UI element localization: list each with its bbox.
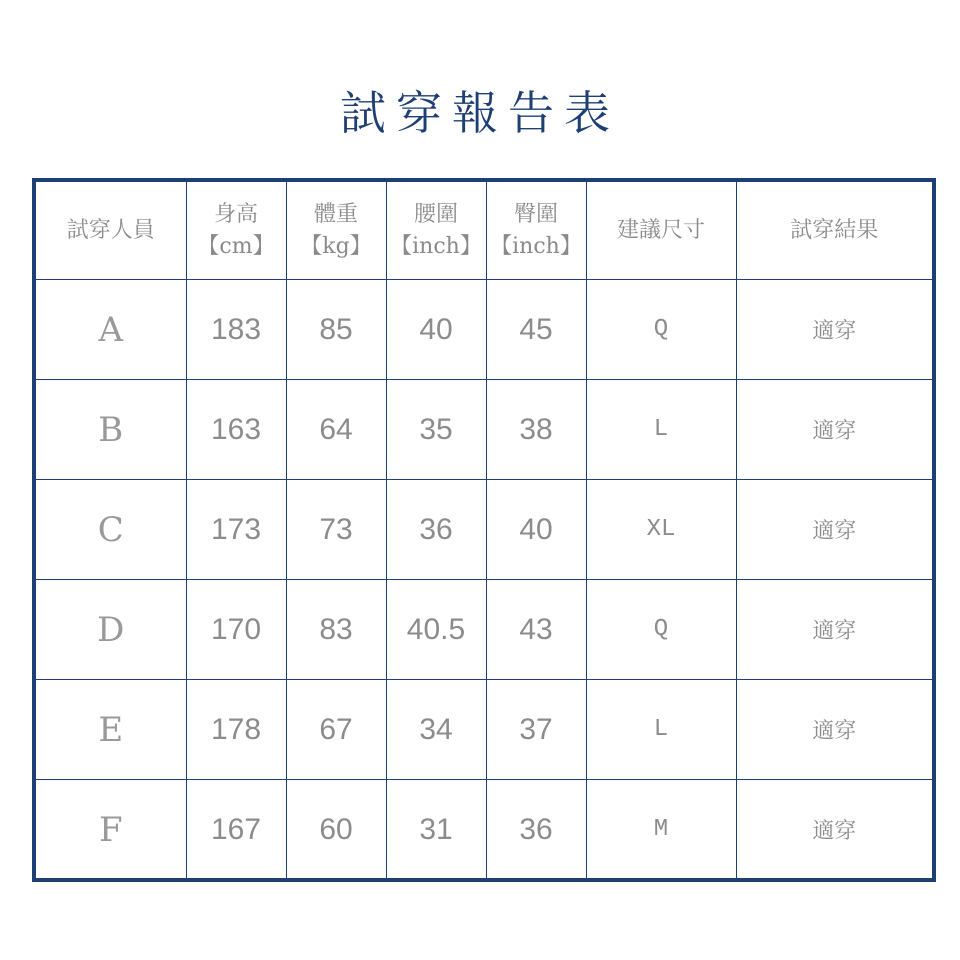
header-unit: 【inch】 xyxy=(390,233,482,259)
cell-height: 170 xyxy=(186,580,286,680)
header-height xyxy=(186,182,286,280)
header-waist xyxy=(386,182,486,280)
cell-result: 適穿 xyxy=(736,280,932,380)
cell-height: 167 xyxy=(186,780,286,880)
cell-tester: D xyxy=(36,580,186,680)
table-header-row xyxy=(36,182,932,280)
page-title: 試穿報告表 xyxy=(340,86,620,140)
header-label: 體重 xyxy=(313,201,358,227)
fitting-report-table xyxy=(36,182,932,879)
header-label: 試穿結果 xyxy=(790,217,879,243)
cell-weight: 60 xyxy=(286,780,386,880)
cell-size: L xyxy=(586,380,736,480)
cell-waist: 40.5 xyxy=(386,580,486,680)
header-label: 腰圍 xyxy=(413,201,458,227)
cell-result: 適穿 xyxy=(736,380,932,480)
cell-size: Q xyxy=(586,280,736,380)
header-tester xyxy=(36,182,186,280)
table-row xyxy=(36,480,932,580)
table-row xyxy=(36,280,932,380)
cell-weight: 83 xyxy=(286,580,386,680)
cell-tester: F xyxy=(36,780,186,880)
table-row xyxy=(36,680,932,780)
cell-weight: 67 xyxy=(286,680,386,780)
header-label: 建議尺寸 xyxy=(616,217,705,243)
cell-tester: C xyxy=(36,480,186,580)
cell-height: 173 xyxy=(186,480,286,580)
header-unit: 【kg】 xyxy=(300,233,372,259)
cell-waist: 34 xyxy=(386,680,486,780)
cell-hip: 38 xyxy=(486,380,586,480)
header-unit: 【cm】 xyxy=(197,233,275,259)
cell-size: L xyxy=(586,680,736,780)
header-label: 臀圍 xyxy=(513,201,558,227)
table-row xyxy=(36,380,932,480)
header-hip xyxy=(486,182,586,280)
cell-tester: A xyxy=(36,280,186,380)
table-row xyxy=(36,780,932,880)
header-label: 身高 xyxy=(213,201,258,227)
cell-height: 183 xyxy=(186,280,286,380)
cell-waist: 36 xyxy=(386,480,486,580)
cell-tester: E xyxy=(36,680,186,780)
cell-size: Q xyxy=(586,580,736,680)
cell-result: 適穿 xyxy=(736,580,932,680)
header-result xyxy=(736,182,932,280)
cell-size: XL xyxy=(586,480,736,580)
cell-weight: 85 xyxy=(286,280,386,380)
cell-hip: 45 xyxy=(486,280,586,380)
cell-waist: 40 xyxy=(386,280,486,380)
cell-hip: 40 xyxy=(486,480,586,580)
header-label: 試穿人員 xyxy=(66,217,155,243)
header-unit: 【inch】 xyxy=(490,233,582,259)
table-row xyxy=(36,580,932,680)
cell-size: M xyxy=(586,780,736,880)
cell-hip: 37 xyxy=(486,680,586,780)
header-size xyxy=(586,182,736,280)
cell-result: 適穿 xyxy=(736,780,932,880)
cell-hip: 43 xyxy=(486,580,586,680)
cell-waist: 35 xyxy=(386,380,486,480)
header-weight xyxy=(286,182,386,280)
fitting-report-table-frame xyxy=(32,178,936,882)
cell-tester: B xyxy=(36,380,186,480)
cell-result: 適穿 xyxy=(736,680,932,780)
cell-hip: 36 xyxy=(486,780,586,880)
cell-height: 163 xyxy=(186,380,286,480)
cell-height: 178 xyxy=(186,680,286,780)
cell-weight: 73 xyxy=(286,480,386,580)
cell-weight: 64 xyxy=(286,380,386,480)
cell-result: 適穿 xyxy=(736,480,932,580)
cell-waist: 31 xyxy=(386,780,486,880)
